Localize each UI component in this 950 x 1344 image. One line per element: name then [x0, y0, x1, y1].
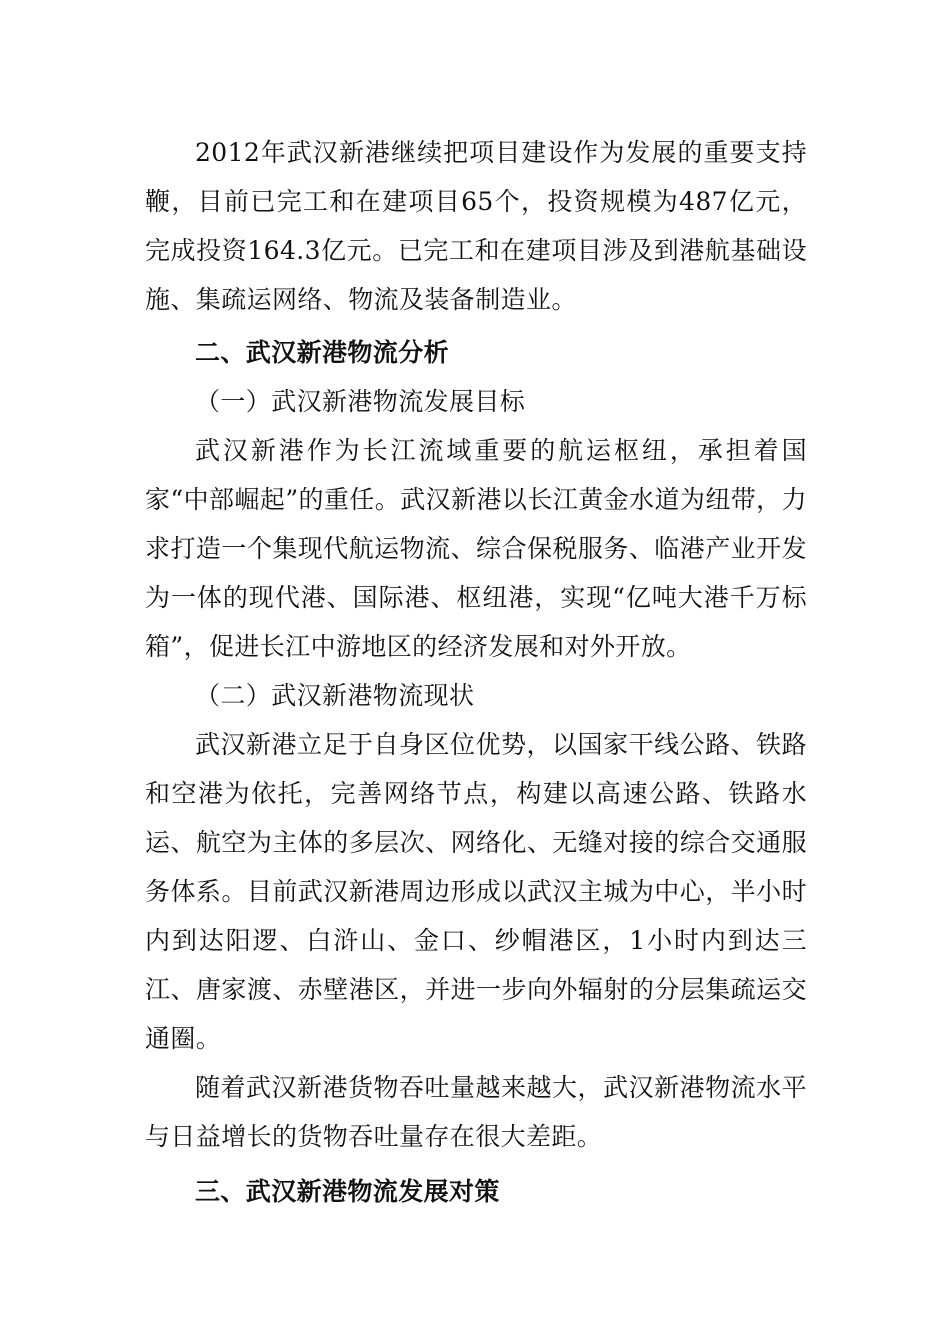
paragraph-project-construction: 2012年武汉新港继续把项目建设作为发展的重要支持鞭，目前已完工和在建项目65个，投资规模为487亿元，完成投资164.3亿元。已完工和在建项目涉及到港航基础设施、集疏运网络、物流及装备制造业。 — [145, 138, 807, 314]
document-page — [145, 128, 807, 1216]
subsection-title-development-goals: （一）武汉新港物流发展目标 — [195, 387, 526, 416]
section-title-development-strategy: 三、武汉新港物流发展对策 — [195, 1177, 500, 1206]
paragraph-throughput-gap: 随着武汉新港货物吞吐量越来越大，武汉新港物流水平与日益增长的货物吞吐量存在很大差距。 — [145, 1073, 807, 1151]
section-title-logistics-analysis: 二、武汉新港物流分析 — [195, 338, 450, 367]
subsection-title-current-status: （二）武汉新港物流现状 — [195, 681, 475, 710]
paragraph-development-goals: 武汉新港作为长江流域重要的航运枢纽，承担着国家“中部崛起”的重任。武汉新港以长江黄金水道为纽带，力求打造一个集现代航运物流、综合保税服务、临港产业开发为一体的现代港、国际港、枢纽港，实现“亿吨大港千万标箱”，促进长江中游地区的经济发展和对外开放。 — [145, 436, 807, 661]
paragraph-current-status: 武汉新港立足于自身区位优势，以国家干线公路、铁路和空港为依托，完善网络节点，构建以高速公路、铁路水运、航空为主体的多层次、网络化、无缝对接的综合交通服务体系。目前武汉新港周边形成以武汉主城为中心，半小时内到达阳逻、白浒山、金口、纱帽港区，1小时内到达三江、唐家渡、赤壁港区，并进一步向外辐射的分层集疏运交通圈。 — [145, 730, 807, 1053]
